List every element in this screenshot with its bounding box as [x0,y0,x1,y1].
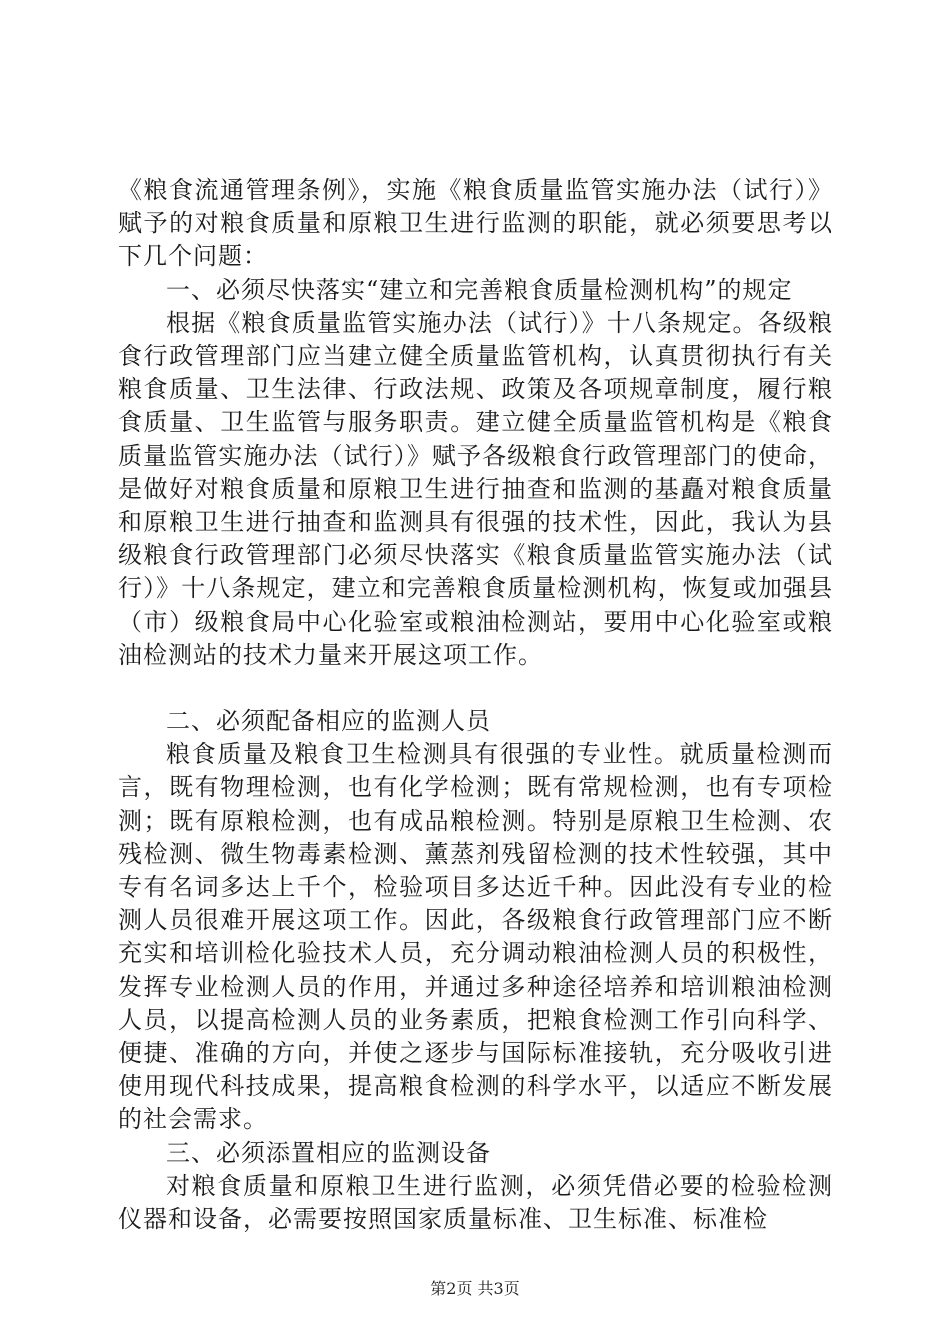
paragraph-intro: 《粮食流通管理条例》，实施《粮食质量监管实施办法（试行）》赋予的对粮食质量和原粮卫生进行监测的职能，就必须要思考以下几个问题： [118,176,833,271]
heading-section-2: 二、必须配备相应的监测人员 [166,707,491,736]
page-footer: 第2页 共3页 [430,1279,520,1298]
document-body [118,174,833,1236]
paragraph-section-2: 粮食质量及粮食卫生检测具有很强的专业性。就质量检测而言，既有物理检测，也有化学检测；既有常规检测，也有专项检测；既有原粮检测，也有成品粮检测。特别是原粮卫生检测、农残检测、微生物毒素检测、薰蒸剂残留检测的技术性较强，其中专有名词多达上千个，检验项目多达近千种。因此没有专业的检测人员很难开展这项工作。因此，各级粮食行政管理部门应不断充实和培训检化验技术人员，充分调动粮油检测人员的积极性，发挥专业检测人员的作用，并通过多种途径培养和培训粮油检测人员，以提高检测人员的业务素质，把粮食检测工作引向科学、便捷、准确的方向，并使之逐步与国际标准接轨，充分吸收引进使用现代科技成果，提高粮食检测的科学水平，以适应不断发展的社会需求。 [118,740,833,1134]
heading-section-3: 三、必须添置相应的监测设备 [166,1138,491,1167]
paragraph-section-3: 对粮食质量和原粮卫生进行监测，必须凭借必要的检验检测仪器和设备，必需要按照国家质量标准、卫生标准、标准检 [118,1171,833,1234]
heading-section-1: 一、必须尽快落实“建立和完善粮食质量检测机构”的规定 [166,275,793,304]
paragraph-section-1: 根据《粮食质量监管实施办法（试行）》十八条规定。各级粮食行政管理部门应当建立健全质量监管机构，认真贯彻执行有关粮食质量、卫生法律、行政法规、政策及各项规章制度，履行粮食质量、卫生监管与服务职责。建立健全质量监管机构是《粮食质量监管实施办法（试行）》赋予各级粮食行政管理部门的使命，是做好对粮食质量和原粮卫生进行抽查和监测的基矗对粮食质量和原粮卫生进行抽查和监测具有很强的技术性，因此，我认为县级粮食行政管理部门必须尽快落实《粮食质量监管实施办法（试行）》十八条规定，建立和完善粮食质量检测机构，恢复或加强县（市）级粮食局中心化验室或粮油检测站，要用中心化验室或粮油检测站的技术力量来开展这项工作。 [118,308,833,669]
